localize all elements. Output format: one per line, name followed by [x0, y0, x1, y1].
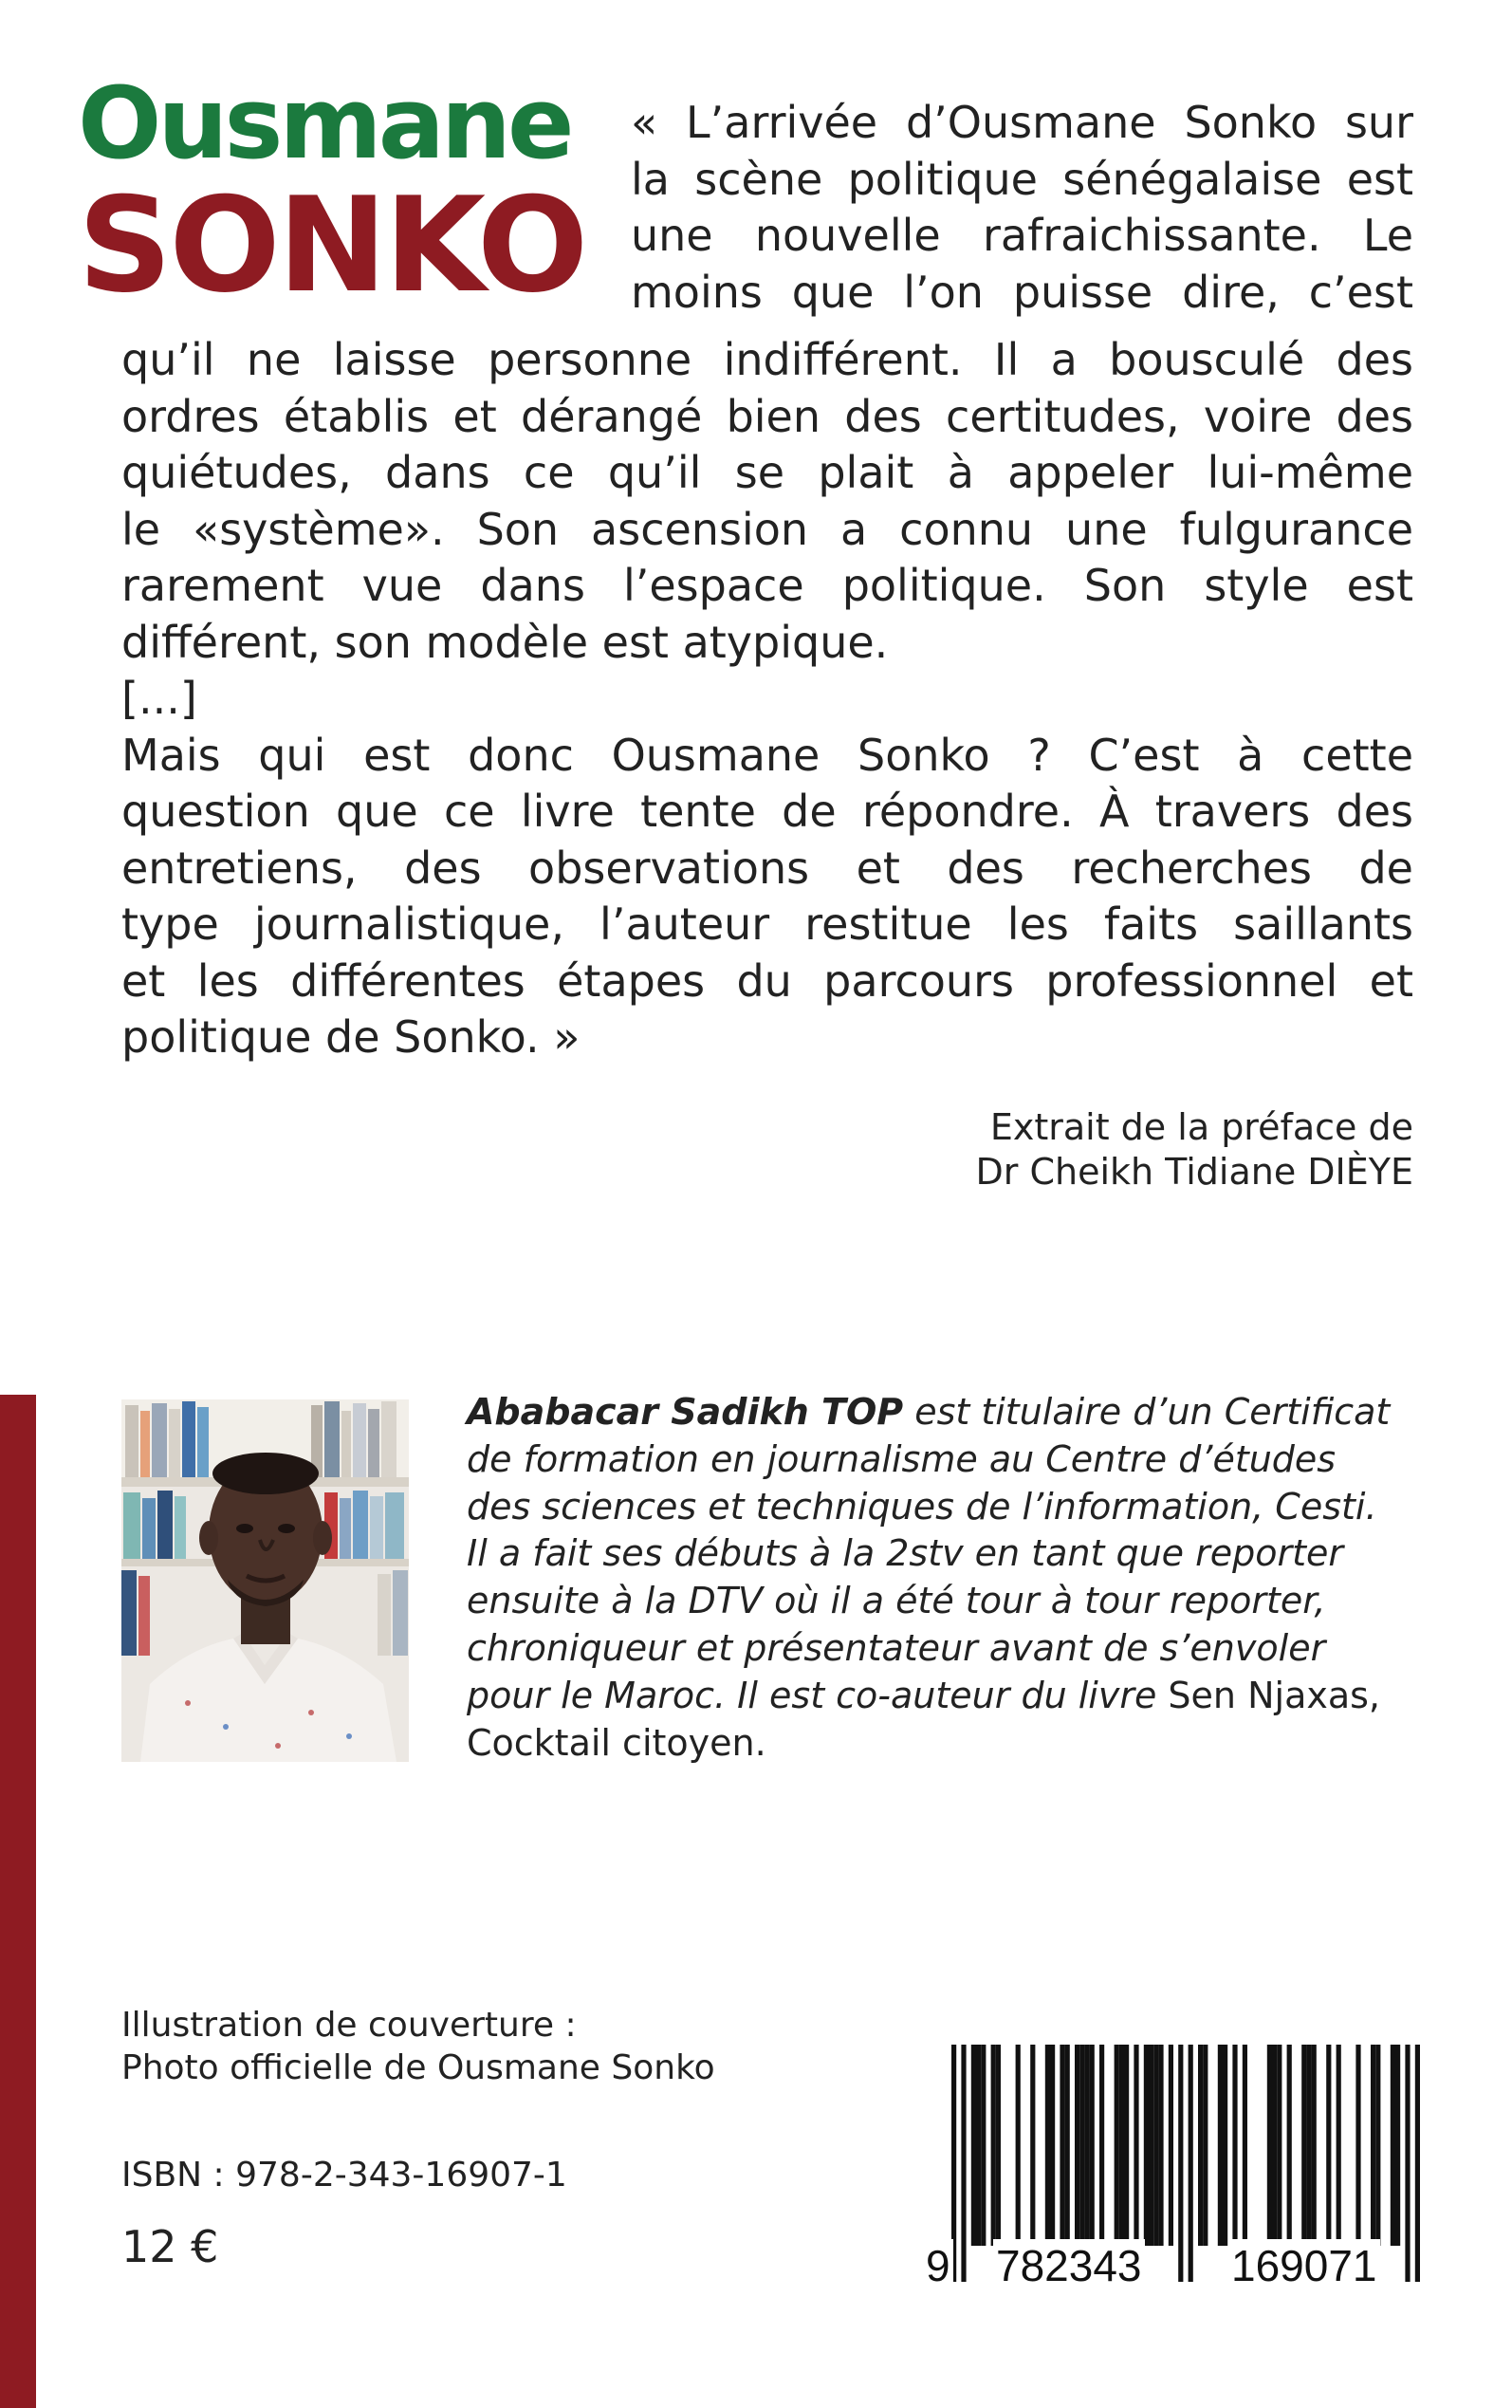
barcode-bar: [1075, 2045, 1079, 2246]
barcode-bar: [1337, 2045, 1341, 2246]
bio-line: des sciences et techniques de l’information, Cesti.: [467, 1485, 1377, 1528]
bio-text: est titulaire d’un Certificat: [903, 1391, 1391, 1433]
quote-line: question que ce livre tente de répondre. À travers des: [121, 786, 1413, 837]
barcode-bar: [1124, 2045, 1129, 2246]
bio-line: Il a fait ses débuts à la 2stv en tant que reporter: [467, 1532, 1344, 1575]
quote-line: Mais qui est donc Ousmane Sonko ? C’est à cette: [121, 729, 1413, 781]
barcode-digit-first: 9: [923, 2239, 953, 2292]
quote-opening: [631, 95, 1413, 323]
bio-line: [467, 1389, 1415, 1436]
title-first-name: Ousmane: [78, 65, 571, 181]
price: 12 €: [121, 2221, 219, 2272]
book-reference: Sen Njaxas,: [1156, 1674, 1381, 1716]
barcode-bar: [1198, 2045, 1203, 2246]
quote-line: entretiens, des observations et des recherches de: [121, 842, 1413, 894]
bio-line: chroniqueur et présentateur avant de s’envoler: [467, 1626, 1326, 1669]
bio-line: de formation en journalisme au Centre d’études: [467, 1437, 1337, 1480]
barcode-bar: [1153, 2045, 1158, 2246]
barcode-bar: [1090, 2045, 1095, 2246]
barcode-bar: [1079, 2045, 1084, 2246]
attribution-line: Extrait de la préface de: [989, 1106, 1413, 1148]
book-reference: Cocktail citoyen.: [467, 1721, 766, 1764]
barcode-bar: [981, 2045, 986, 2246]
barcode-bar: [1158, 2045, 1163, 2246]
author-portrait-icon: [121, 1399, 409, 1762]
barcode-bar: [991, 2045, 996, 2246]
quote-line: le «système». Son ascension a connu une fulgurance: [121, 503, 1413, 555]
barcode-bar: [976, 2045, 981, 2246]
barcode-bar: [1203, 2045, 1208, 2246]
author-biography: [467, 1389, 1415, 1767]
quote-line: « L’arrivée d’Ousmane Sonko sur: [631, 97, 1413, 148]
barcode-bar: [1115, 2045, 1119, 2246]
barcode-bar: [1099, 2045, 1104, 2246]
quote-line: et les différentes étapes du parcours professionnel et: [121, 954, 1413, 1007]
barcode-bar: [1030, 2045, 1035, 2246]
barcode-bar: [1395, 2045, 1400, 2246]
barcode-bar: [1371, 2045, 1375, 2246]
side-color-bar: [0, 1395, 36, 2408]
barcode-bar: [1134, 2045, 1138, 2246]
barcode-bar: [1065, 2045, 1070, 2246]
bio-line: [467, 1673, 1415, 1720]
barcode-bar: [1016, 2045, 1021, 2246]
barcode-bar: [1375, 2045, 1380, 2246]
barcode-digits: [925, 2239, 1428, 2292]
barcode-bar: [1306, 2045, 1311, 2246]
quote-line: politique de Sonko. »: [121, 1011, 581, 1063]
barcode-bar: [1326, 2045, 1331, 2246]
book-title: [78, 65, 609, 322]
barcode-digits-right: 169071: [1228, 2239, 1380, 2292]
barcode-bar: [1232, 2045, 1237, 2246]
quote-line: la scène politique sénégalaise est: [631, 153, 1413, 205]
cover-illustration-credit: [121, 2004, 715, 2089]
quote-line: différent, son modèle est atypique.: [121, 616, 889, 668]
barcode-bar: [1050, 2045, 1055, 2246]
barcode-bar: [1084, 2045, 1089, 2246]
barcode-bar: [1243, 2045, 1247, 2246]
barcode-bar: [1267, 2045, 1272, 2246]
barcode-bar: [996, 2045, 1001, 2246]
bio-text: pour le Maroc. Il est co-auteur du livre: [467, 1674, 1157, 1716]
barcode-bar: [1301, 2045, 1306, 2246]
barcode-digits-left: 782343: [993, 2239, 1145, 2292]
barcode-bar: [1391, 2045, 1395, 2246]
barcode-bar: [1312, 2045, 1317, 2246]
barcode-bar: [1355, 2045, 1360, 2246]
barcode-bar: [1272, 2045, 1277, 2246]
barcode-bar: [1060, 2045, 1064, 2246]
barcode-bar: [1045, 2045, 1050, 2246]
quote-line: moins que l’on puisse dire, c’est: [631, 266, 1413, 318]
illustration-label: Illustration de couverture :: [121, 2006, 577, 2045]
barcode-bar: [1223, 2045, 1227, 2246]
barcode-bar: [1218, 2045, 1223, 2246]
barcode-bar: [1144, 2045, 1149, 2246]
barcode-bar: [1277, 2045, 1282, 2246]
title-last-name: SONKO: [78, 169, 586, 322]
barcode-bar: [1119, 2045, 1124, 2246]
isbn: ISBN : 978-2-343-16907-1: [121, 2156, 567, 2195]
bio-line: ensuite à la DTV où il a été tour à tour reporter,: [467, 1580, 1326, 1622]
author-name: Ababacar Sadikh TOP: [467, 1391, 904, 1433]
barcode-bar: [1149, 2045, 1153, 2246]
attribution-author: Dr Cheikh Tidiane DIÈYE: [975, 1151, 1413, 1193]
quote-line: type journalistique, l’auteur restitue les faits saillants: [121, 898, 1413, 950]
quote-line: une nouvelle rafraichissante. Le: [631, 210, 1413, 261]
quote-line: qu’il ne laisse personne indifférent. Il a bousculé des: [121, 334, 1413, 385]
preface-attribution: [759, 1105, 1413, 1195]
quote-line: quiétudes, dans ce qu’il se plait à appeler lui-même: [121, 447, 1413, 498]
quote-line: rarement vue dans l’espace politique. Son style est: [121, 560, 1413, 611]
quote-ellipsis: [...]: [121, 673, 197, 724]
quote-body: [121, 332, 1413, 1066]
quote-line: ordres établis et dérangé bien des certitudes, voire des: [121, 390, 1413, 442]
illustration-value: Photo officielle de Ousmane Sonko: [121, 2048, 715, 2087]
barcode-bar: [1169, 2045, 1173, 2246]
barcode-bar: [971, 2045, 976, 2246]
barcode-bar: [1287, 2045, 1292, 2246]
